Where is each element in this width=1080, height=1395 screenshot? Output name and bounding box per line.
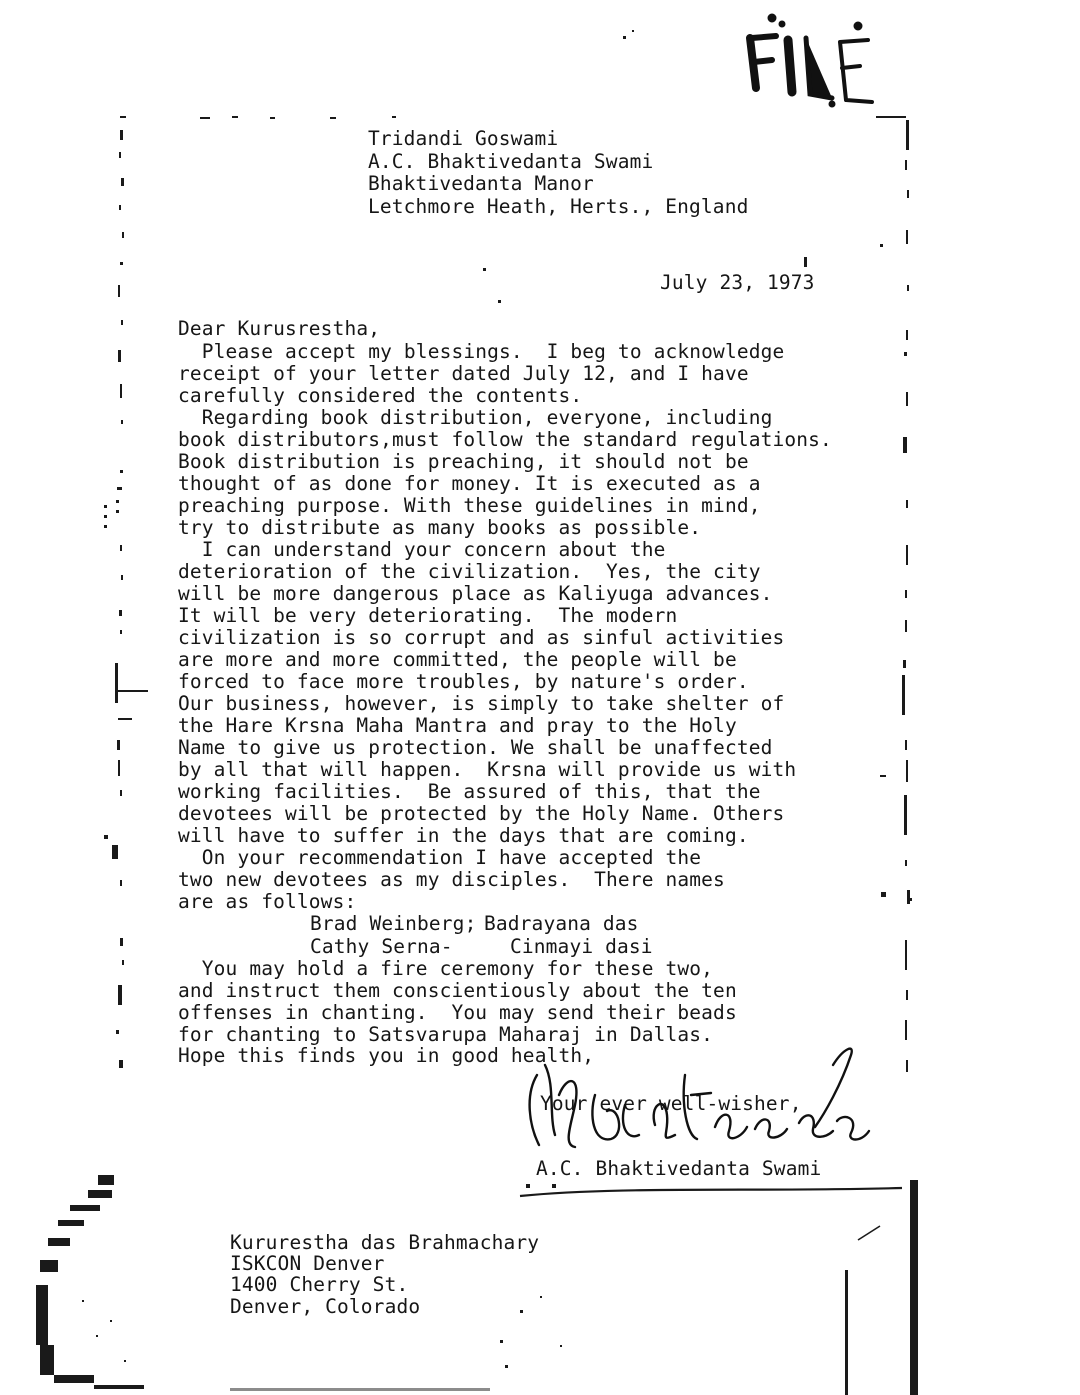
body-line: are more and more committed, the people will be <box>178 648 737 671</box>
closing-line: offenses in chanting. You may send their beads <box>178 1001 737 1024</box>
body-line: On your recommendation I have accepted the <box>178 846 702 869</box>
body-line: Please accept my blessings. I beg to acknowledge <box>178 340 785 363</box>
disciple-name: Brad Weinberg; <box>310 912 477 935</box>
body-line: working facilities. Be assured of this, that the <box>178 780 761 803</box>
closing-line: and instruct them conscientiously about the ten <box>178 979 737 1002</box>
recipient-line-1: Kururestha das Brahmachary <box>230 1231 540 1254</box>
body-line: Regarding book distribution, everyone, including <box>178 406 773 429</box>
sender-line-1: Tridandi Goswami <box>368 127 559 150</box>
closing-line: You may hold a fire ceremony for these two, <box>178 957 714 980</box>
body-line: will be more dangerous place as Kaliyuga advances. <box>178 582 773 605</box>
body-line: deterioration of the civilization. Yes, the city <box>178 560 761 583</box>
sender-line-2: A.C. Bhaktivedanta Swami <box>368 150 654 173</box>
body-line: are as follows: <box>178 890 357 913</box>
body-line: the Hare Krsna Maha Mantra and pray to the Holy <box>178 714 737 737</box>
disciple-spiritual-name: Cinmayi dasi <box>510 935 653 958</box>
recipient-line-3: 1400 Cherry St. <box>230 1273 409 1296</box>
body-line: civilization is so corrupt and as sinful activities <box>178 626 785 649</box>
body-line: Name to give us protection. We shall be unaffected <box>178 736 773 759</box>
disciple-name: Cathy Serna- <box>310 935 453 958</box>
closing-line: Hope this finds you in good health, <box>178 1044 595 1067</box>
sender-line-4: Letchmore Heath, Herts., England <box>368 195 749 218</box>
handwritten-signature <box>515 1035 875 1165</box>
disciple-spiritual-name: Badrayana das <box>484 912 639 935</box>
body-line: will have to suffer in the days that are coming. <box>178 824 749 847</box>
signatory-name: A.C. Bhaktivedanta Swami <box>536 1157 822 1180</box>
body-line: carefully considered the contents. <box>178 384 583 407</box>
body-line: It will be very deteriorating. The modern <box>178 604 678 627</box>
body-line: forced to face more troubles, by nature's order. <box>178 670 749 693</box>
salutation: Dear Kurusrestha, <box>178 317 381 340</box>
body-line: thought of as done for money. It is executed as a <box>178 472 761 495</box>
sender-line-3: Bhaktivedanta Manor <box>368 172 594 195</box>
body-line: I can understand your concern about the <box>178 538 666 561</box>
letter-date: July 23, 1973 <box>660 271 815 294</box>
recipient-line-4: Denver, Colorado <box>230 1295 421 1318</box>
file-stamp <box>736 10 876 110</box>
body-line: devotees will be protected by the Holy Name. Others <box>178 802 785 825</box>
valediction: Your ever well-wisher, <box>540 1092 802 1115</box>
body-line: receipt of your letter dated July 12, and I have <box>178 362 749 385</box>
body-line: preaching purpose. With these guidelines in mind, <box>178 494 761 517</box>
body-line: Book distribution is preaching, it should not be <box>178 450 749 473</box>
body-line: Our business, however, is simply to take shelter of <box>178 692 785 715</box>
body-line: by all that will happen. Krsna will provide us with <box>178 758 797 781</box>
body-line: try to distribute as many books as possible. <box>178 516 702 539</box>
body-line: two new devotees as my disciples. There names <box>178 868 725 891</box>
recipient-line-2: ISKCON Denver <box>230 1252 385 1275</box>
body-line: book distributors,must follow the standard regulations. <box>178 428 832 451</box>
closing-line: for chanting to Satsvarupa Maharaj in Dallas. <box>178 1023 714 1046</box>
